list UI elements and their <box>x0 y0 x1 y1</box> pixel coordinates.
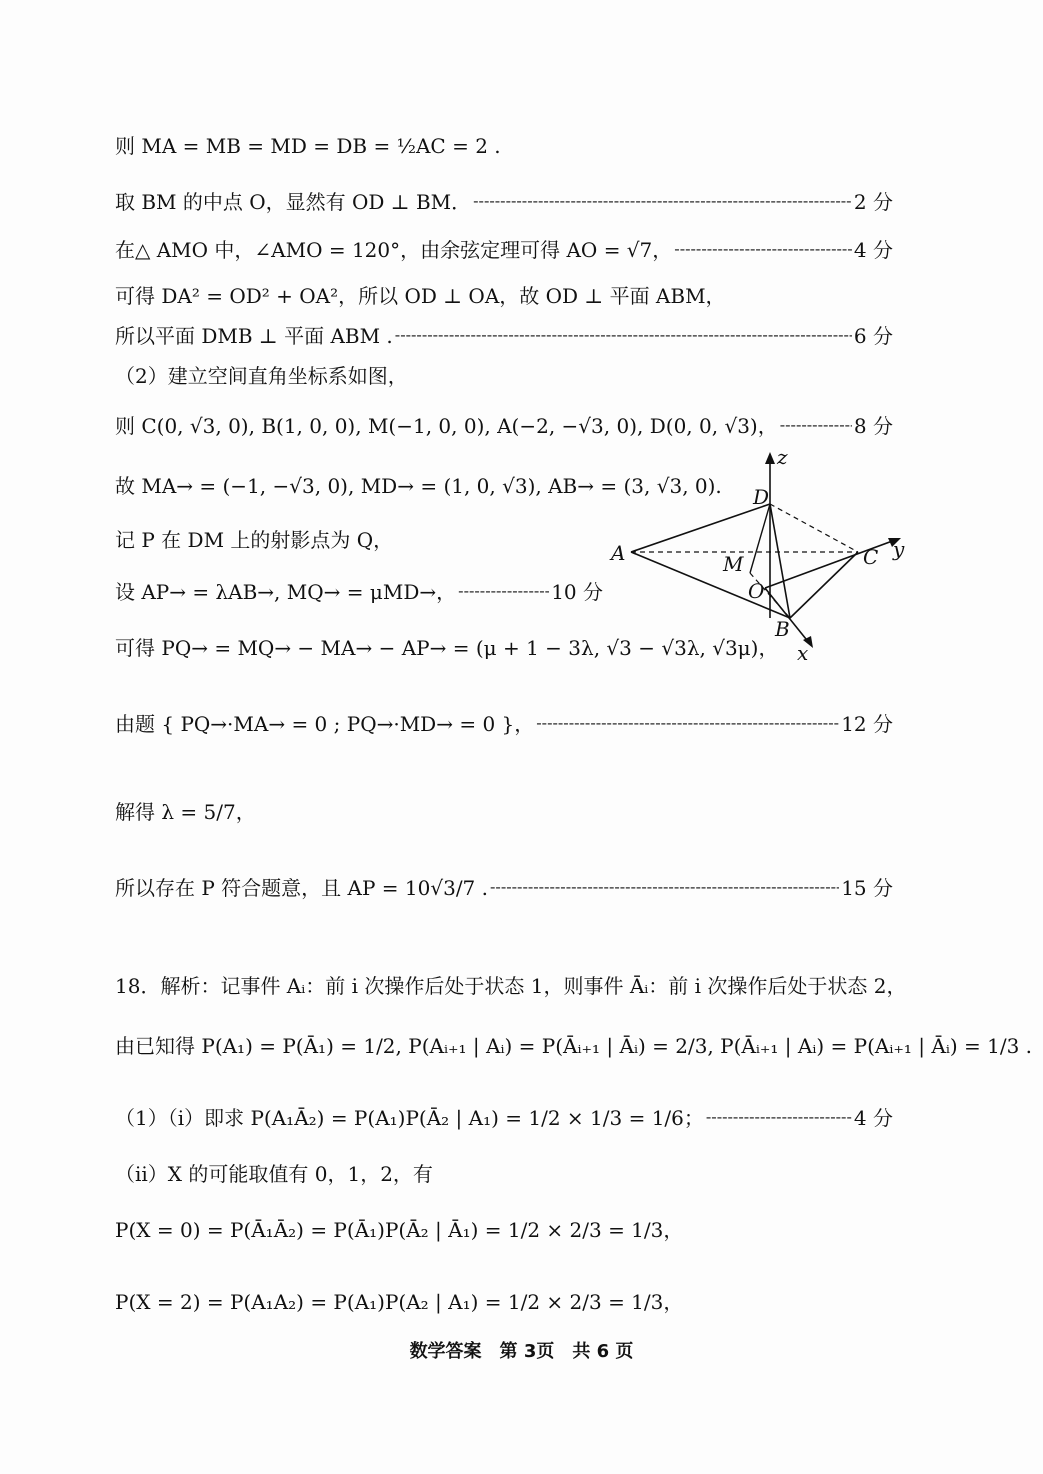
score-leader <box>780 415 852 434</box>
solution-line-19: P(X = 0) = P(Ā₁Ā₂) = P(Ā₁)P(Ā₂ | Ā₁) = 1/2 × 2/3 = 1/3， <box>115 1217 684 1242</box>
score-mark: 15 分 <box>841 875 893 900</box>
page-footer: 数学答案 第 3页 共 6 页 <box>409 1341 634 1362</box>
edge-AD <box>631 504 770 552</box>
score-mark: 8 分 <box>853 413 893 438</box>
edge-DB <box>770 504 790 618</box>
score-leader <box>706 1107 852 1126</box>
label-A: A <box>611 541 626 565</box>
label-O: O <box>748 579 765 603</box>
edge-BC <box>790 552 858 618</box>
score-mark: 4 分 <box>853 237 893 262</box>
solution-line-17: （1）（i）即求 P(A₁Ā₂) = P(A₁)P(Ā₂ | A₁) = 1/2 × 1/3 = 1/6； ----- 4 分 <box>115 1096 893 1136</box>
score-mark: 2 分 <box>853 189 893 214</box>
score-leader <box>473 191 852 210</box>
solution-line-1: 则 MA = MB = MD = DB = ½AC = 2 . <box>115 133 501 158</box>
edge-DM <box>750 504 770 573</box>
solution-line-7: 则 C(0, √3, 0), B(1, 0, 0), M(−1, 0, 0), A(−2, −√3, 0), D(0, 0, √3)， ----- 8 分 <box>115 404 893 444</box>
z-axis-arrow <box>765 452 775 464</box>
score-mark: 10 分 <box>551 579 603 604</box>
solution-line-12: 由题 { PQ→·MA→ = 0 ; PQ→·MD→ = 0 }， ----- 12 分 <box>115 702 893 742</box>
pyramid-diagram <box>605 448 915 663</box>
edge-AB <box>631 552 790 618</box>
solution-line-8: 故 MA→ = (−1, −√3, 0), MD→ = (1, 0, √3), AB→ = (3, √3, 0). <box>115 473 722 498</box>
score-leader <box>536 713 839 732</box>
edge-DC <box>770 504 858 552</box>
label-z: z <box>777 448 788 469</box>
label-x: x <box>797 641 809 663</box>
solution-line-16: 由已知得 P(A₁) = P(Ā₁) = 1/2, P(Aᵢ₊₁ | Aᵢ) = P(Āᵢ₊₁ | Āᵢ) = 2/3, P(Āᵢ₊₁ | Aᵢ) = P(Aᵢ₊₁ | Āᵢ) = 1/3 . <box>115 1033 1033 1058</box>
solution-line-20: P(X = 2) = P(A₁A₂) = P(A₁)P(A₂ | A₁) = 1/2 × 2/3 = 1/3， <box>115 1289 684 1314</box>
solution-line-9: 记 P 在 DM 上的射影点为 Q， <box>115 527 394 552</box>
solution-line-18: （ii）X 的可能取值有 0，1，2，有 <box>115 1161 433 1186</box>
solution-line-3: 在△ AMO 中，∠AMO = 120°，由余弦定理可得 AO = √7， ----- 4 分 <box>115 228 893 268</box>
label-D: D <box>753 485 770 509</box>
score-mark: 12 分 <box>841 711 893 736</box>
label-B: B <box>775 617 790 641</box>
score-leader <box>490 877 839 896</box>
score-leader <box>674 239 852 258</box>
solution-line-11: 可得 PQ→ = MQ→ − MA→ − AP→ = (μ + 1 − 3λ, √3 − √3λ, √3μ)， <box>115 635 779 660</box>
label-M: M <box>723 552 744 576</box>
solution-line-2: 取 BM 的中点 O，显然有 OD ⊥ BM． ----- 2 分 <box>115 180 893 220</box>
label-y: y <box>893 537 905 561</box>
solution-line-6: （2）建立空间直角坐标系如图， <box>115 363 408 388</box>
solution-line-15: 18．解析：记事件 Aᵢ：前 i 次操作后处于状态 1，则事件 Āᵢ：前 i 次操作后处于状态 2， <box>115 973 907 998</box>
score-mark: 4 分 <box>853 1105 893 1130</box>
solution-line-13: 解得 λ = 5/7， <box>115 799 256 824</box>
pyramid-coordinate-figure <box>605 448 915 663</box>
score-leader <box>395 325 852 344</box>
solution-line-5: 所以平面 DMB ⊥ 平面 ABM . ----- 6 分 <box>115 314 893 354</box>
score-mark: 6 分 <box>853 323 893 348</box>
label-C: C <box>863 545 879 569</box>
score-leader <box>458 581 549 600</box>
solution-line-4: 可得 DA² = OD² + OA²，所以 OD ⊥ OA，故 OD ⊥ 平面 ABM， <box>115 283 726 308</box>
solution-line-10: 设 AP→ = λAB→, MQ→ = μMD→， ----- 10 分 <box>115 570 603 610</box>
solution-line-14: 所以存在 P 符合题意，且 AP = 10√3/7 . ----- 15 分 <box>115 866 893 906</box>
